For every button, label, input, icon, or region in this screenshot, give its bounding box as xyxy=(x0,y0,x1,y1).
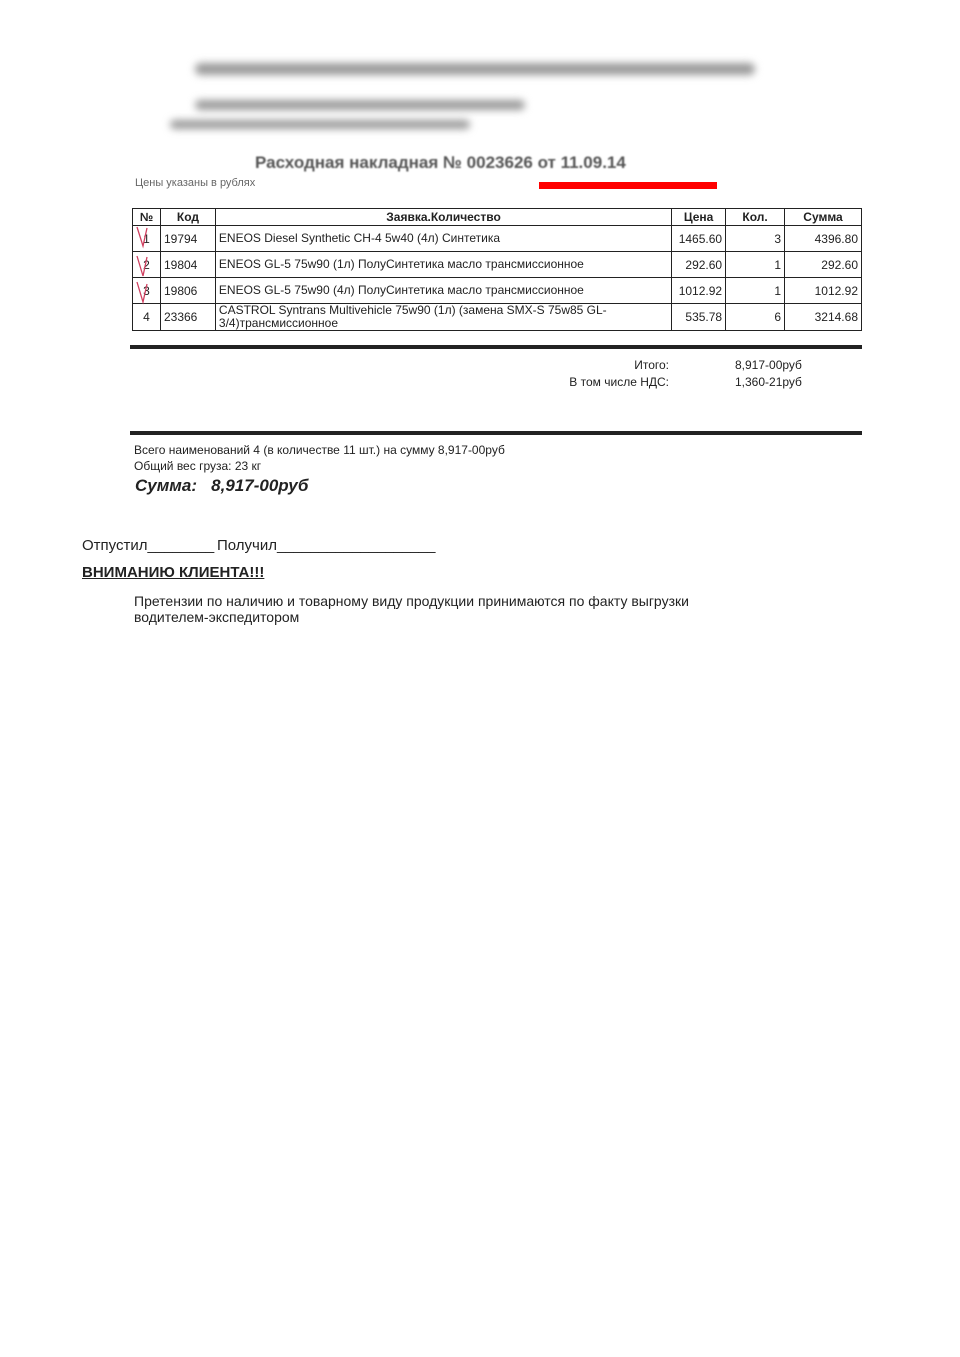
row-price: 292.60 xyxy=(672,252,726,278)
redacted-text xyxy=(195,100,525,110)
col-qty: Кол. xyxy=(726,209,785,226)
table-row xyxy=(133,252,862,278)
prices-note: Цены указаны в рублях xyxy=(135,177,256,189)
row-sum: 1012.92 xyxy=(785,278,862,304)
redacted-text xyxy=(195,63,755,75)
row-code: 19794 xyxy=(160,226,215,252)
released-signature: Отпустил________ xyxy=(82,537,215,554)
row-qty: 3 xyxy=(726,226,785,252)
items-table xyxy=(132,208,862,331)
summary-line: Всего наименований 4 (в количестве 11 шт.) на сумму 8,917-00руб xyxy=(134,443,505,457)
sum-value: 8,917-00руб xyxy=(211,476,309,495)
divider xyxy=(130,431,862,435)
total-value: 8,917-00руб xyxy=(735,358,802,372)
row-sum: 4396.80 xyxy=(785,226,862,252)
sum-total xyxy=(135,476,308,496)
col-num: № xyxy=(133,209,161,226)
notice-heading: ВНИМАНИЮ КЛИЕНТА!!! xyxy=(82,564,265,581)
table-row xyxy=(133,304,862,331)
row-code: 19806 xyxy=(160,278,215,304)
table-row xyxy=(133,226,862,252)
row-code: 23366 xyxy=(160,304,215,331)
vat-value: 1,360-21руб xyxy=(735,375,802,389)
col-item: Заявка.Количество xyxy=(215,209,671,226)
row-item: ENEOS Diesel Synthetic CH-4 5w40 (4л) Синтетика xyxy=(215,226,671,252)
vat-label: В том числе НДС: xyxy=(569,375,669,389)
col-code: Код xyxy=(160,209,215,226)
row-sum: 292.60 xyxy=(785,252,862,278)
received-signature: Получил___________________ xyxy=(217,537,436,554)
red-redaction-bar xyxy=(539,182,717,189)
row-num: 2 xyxy=(133,252,161,278)
weight-line: Общий вес груза: 23 кг xyxy=(134,459,262,473)
row-num: 3 xyxy=(133,278,161,304)
row-item: ENEOS GL-5 75w90 (1л) ПолуСинтетика масло трансмиссионное xyxy=(215,252,671,278)
row-qty: 6 xyxy=(726,304,785,331)
invoice-title: Расходная накладная № 0023626 от 11.09.14 xyxy=(255,153,626,172)
notice-text: Претензии по наличию и товарному виду продукции принимаются по факту выгрузки xyxy=(134,593,689,609)
row-price: 535.78 xyxy=(672,304,726,331)
table-header xyxy=(133,209,862,226)
check-marks-icon xyxy=(134,224,154,308)
table-row xyxy=(133,278,862,304)
row-price: 1465.60 xyxy=(672,226,726,252)
row-num: 4 xyxy=(133,304,161,331)
notice-text-cont: водителем-экспедитором xyxy=(134,609,300,625)
row-item: CASTROL Syntrans Multivehicle 75w90 (1л) (замена SMX-S 75w85 GL-3/4)трансмиссионное xyxy=(215,304,671,331)
row-code: 19804 xyxy=(160,252,215,278)
col-price: Цена xyxy=(672,209,726,226)
row-num: 1 xyxy=(133,226,161,252)
col-sum: Сумма xyxy=(785,209,862,226)
divider xyxy=(130,345,862,349)
sum-label: Сумма: xyxy=(135,476,197,495)
row-price: 1012.92 xyxy=(672,278,726,304)
total-label: Итого: xyxy=(634,358,669,372)
row-sum: 3214.68 xyxy=(785,304,862,331)
row-item: ENEOS GL-5 75w90 (4л) ПолуСинтетика масло трансмиссионное xyxy=(215,278,671,304)
row-qty: 1 xyxy=(726,252,785,278)
row-qty: 1 xyxy=(726,278,785,304)
redacted-text xyxy=(170,120,470,129)
